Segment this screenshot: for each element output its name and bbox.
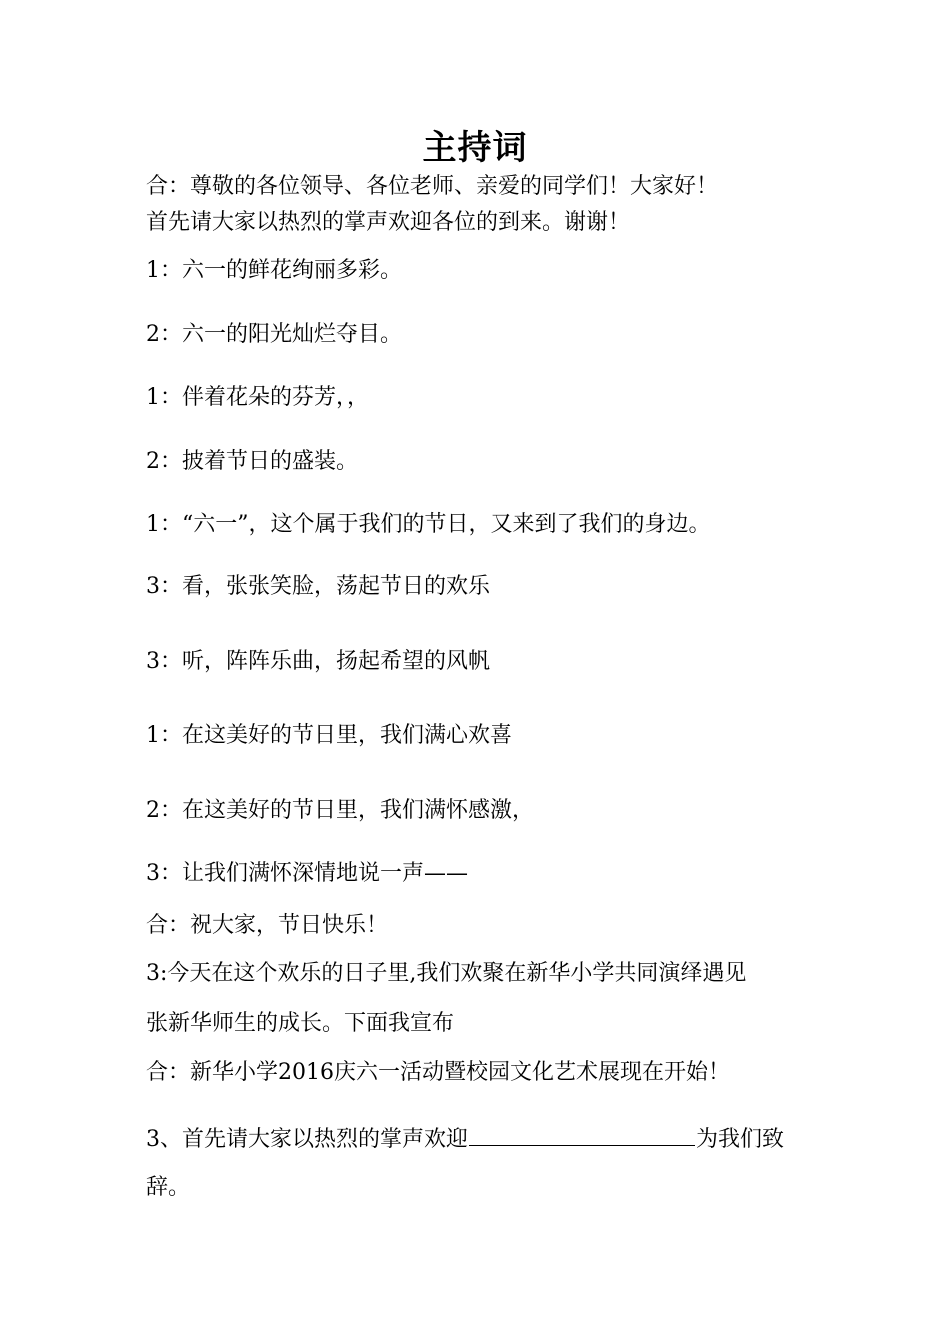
document-title: 主持词 (422, 128, 528, 168)
final-text-after: 为我们致 (696, 1127, 785, 1152)
text-line: 3:今天在这个欢乐的日子里,我们欢聚在新华小学共同演绎遇见 (146, 961, 747, 986)
fill-in-blank (469, 1121, 695, 1146)
text-line: 合：祝大家，节日快乐！ (146, 913, 389, 938)
text-line: 1：“六一”，这个属于我们的节日，又来到了我们的身边。 (146, 512, 711, 537)
text-line: 3：让我们满怀深情地说一声—— (146, 861, 468, 886)
text-line: 1：在这美好的节日里，我们满心欢喜 (146, 723, 512, 748)
final-text-before: 3、首先请大家以热烈的掌声欢迎 (146, 1127, 468, 1152)
text-line: 2：在这美好的节日里，我们满怀感激， (146, 798, 534, 823)
text-line: 2：六一的阳光灿烂夺目。 (146, 322, 402, 347)
text-line: 首先请大家以热烈的掌声欢迎各位的到来。谢谢！ (146, 210, 631, 235)
text-line: 2：披着节日的盛装。 (146, 449, 358, 474)
text-line: 合：尊敬的各位领导、各位老师、亲爱的同学们！大家好！ (146, 174, 719, 199)
text-line: 合：新华小学2016庆六一活动暨校园文化艺术展现在开始！ (146, 1060, 730, 1085)
text-line: 张新华师生的成长。下面我宣布 (146, 1011, 455, 1036)
text-line: 3：听，阵阵乐曲，扬起希望的风帆 (146, 649, 490, 674)
text-line: 1：伴着花朵的芬芳，， (146, 385, 369, 410)
final-continuation: 辞。 (146, 1175, 191, 1200)
text-line: 1：六一的鲜花绚丽多彩。 (146, 258, 402, 283)
text-line: 3：看，张张笑脸，荡起节日的欢乐 (146, 574, 490, 599)
final-line (146, 1121, 784, 1155)
